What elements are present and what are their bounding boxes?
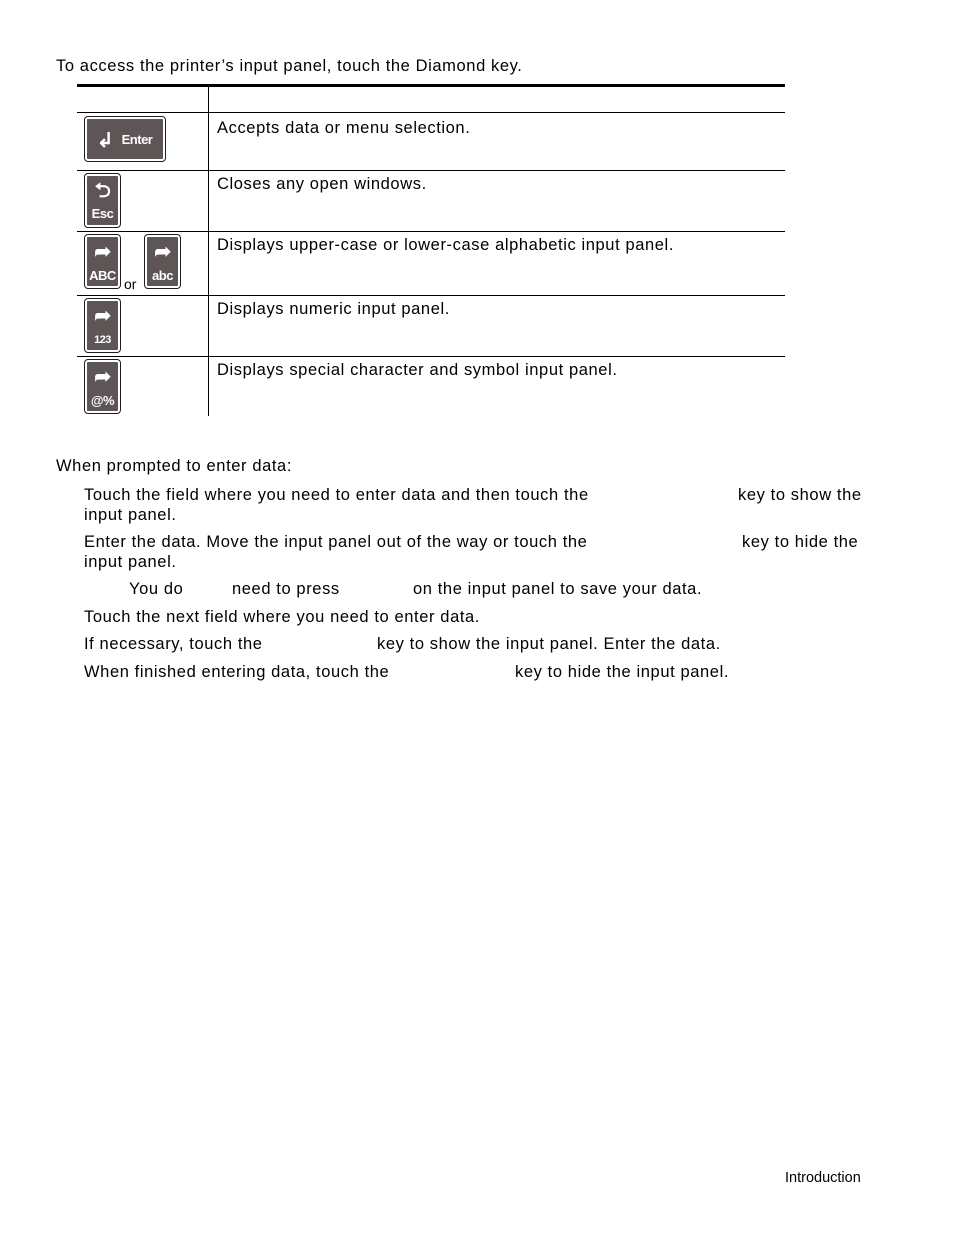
- shift-arrow-icon: ➦: [94, 366, 111, 388]
- footer-section-title: Introduction: [785, 1170, 861, 1186]
- intro-text: To access the printer’s input panel, touch the Diamond key.: [56, 57, 523, 75]
- shift-arrow-icon: ➦: [154, 241, 171, 263]
- esc-key-label: Esc: [91, 206, 114, 221]
- table-row-divider: [77, 231, 785, 232]
- symbol-key[interactable]: [85, 360, 120, 413]
- step-3-text: Touch the next field where you need to enter data.: [84, 608, 480, 626]
- numeric-key-label: 123: [94, 334, 111, 346]
- uppercase-key-label: ABC: [89, 268, 116, 283]
- alpha-description: Displays upper-case or lower-case alphabetic input panel.: [217, 236, 675, 254]
- enter-key[interactable]: [85, 117, 165, 161]
- enter-description: Accepts data or menu selection.: [217, 119, 471, 137]
- note-text-part-2: need to press: [232, 580, 340, 598]
- note-text-part-3: on the input panel to save your data.: [413, 580, 703, 598]
- table-row-divider: [77, 356, 785, 357]
- table-row-divider: [77, 170, 785, 171]
- step-1-continuation: input panel.: [84, 506, 177, 524]
- shift-arrow-icon: ➦: [94, 241, 111, 263]
- step-4-text-end: key to show the input panel. Enter the data.: [377, 635, 721, 653]
- uppercase-key[interactable]: [85, 235, 120, 288]
- or-label: or: [124, 276, 137, 292]
- symbol-key-label: @%: [90, 393, 115, 408]
- step-5-text-end: key to hide the input panel.: [515, 663, 730, 681]
- table-row-divider: [77, 295, 785, 296]
- key-table: [77, 84, 785, 416]
- numeric-key[interactable]: [85, 299, 120, 352]
- esc-description: Closes any open windows.: [217, 175, 427, 193]
- return-arrow-icon: ⮌: [94, 180, 111, 202]
- step-2-continuation: input panel.: [84, 553, 177, 571]
- numeric-description: Displays numeric input panel.: [217, 300, 450, 318]
- table-column-divider: [208, 84, 209, 416]
- step-4-text: If necessary, touch the: [84, 635, 263, 653]
- enter-arrow-icon: ↲: [96, 130, 114, 152]
- lowercase-key[interactable]: [145, 235, 180, 288]
- esc-key[interactable]: [85, 174, 120, 227]
- shift-arrow-icon: ➦: [94, 305, 111, 327]
- step-2-text-end: key to hide the: [742, 533, 859, 551]
- step-1-text: Touch the field where you need to enter data and then touch the: [84, 486, 589, 504]
- table-top-rule: [77, 84, 785, 87]
- table-header-rule: [77, 112, 785, 113]
- prompt-text: When prompted to enter data:: [56, 457, 293, 475]
- step-5-text: When finished entering data, touch the: [84, 663, 390, 681]
- symbol-description: Displays special character and symbol input panel.: [217, 361, 618, 379]
- step-1-text-end: key to show the: [738, 486, 862, 504]
- enter-key-label: Enter: [121, 132, 153, 147]
- step-2-text: Enter the data. Move the input panel out of the way or touch the: [84, 533, 588, 551]
- lowercase-key-label: abc: [152, 268, 173, 283]
- note-text-part-1: You do: [129, 580, 184, 598]
